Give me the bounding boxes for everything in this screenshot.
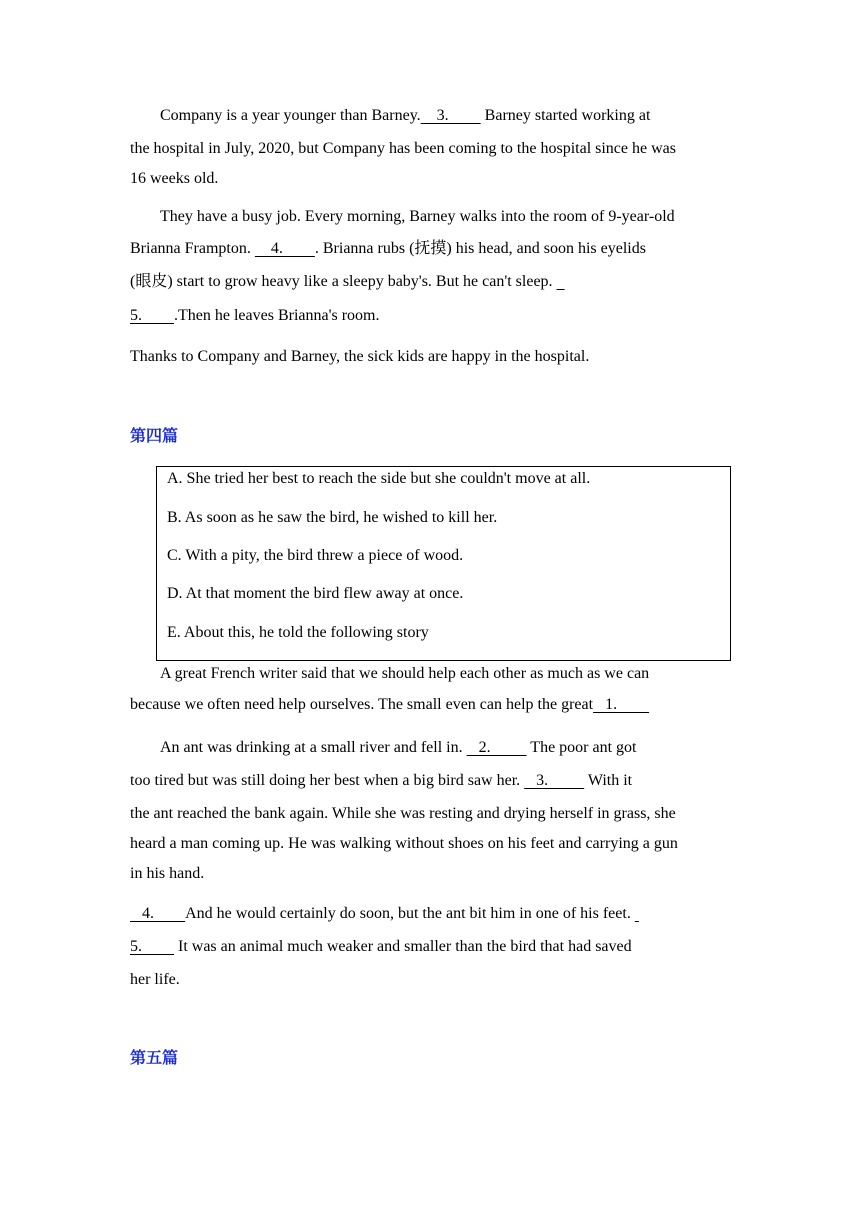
text: . Brianna rubs (抚摸) his head, and soon his eyelids <box>314 240 646 257</box>
answer-blank-4[interactable]: 4. <box>130 905 186 922</box>
answer-blank-5[interactable]: 5. <box>130 938 174 955</box>
answer-blank-1[interactable]: 1. <box>593 696 650 713</box>
answer-blank-5-start[interactable] <box>635 905 639 922</box>
passage3-p1-line1 <box>160 106 650 126</box>
option-d: D. At that moment the bird flew away at once. <box>167 585 464 602</box>
text: With it <box>584 772 633 789</box>
option-e: E. About this, he told the following story <box>167 624 429 641</box>
passage3-p2-line2 <box>130 239 646 259</box>
answer-blank-4[interactable]: 4. <box>254 240 315 257</box>
text: It was an animal much weaker and smaller than the bird that had saved <box>174 938 632 955</box>
option-a: A. She tried her best to reach the side but she couldn't move at all. <box>167 470 591 487</box>
text: An ant was drinking at a small river and fell in. <box>160 739 467 756</box>
section4-p1-line1: A great French writer said that we should help each other as much as we can <box>160 665 650 682</box>
section4-p2-line4: heard a man coming up. He was walking without shoes on his feet and carrying a gun <box>130 835 678 852</box>
answer-blank-3[interactable]: 3. <box>420 107 481 124</box>
option-c: C. With a pity, the bird threw a piece of wood. <box>167 547 464 564</box>
option-b: B. As soon as he saw the bird, he wished to kill her. <box>167 509 498 526</box>
section4-p2-line1 <box>160 738 637 758</box>
answer-blank-2[interactable]: 2. <box>466 739 527 756</box>
section4-p3-line3: her life. <box>130 971 180 988</box>
section4-p2-line5: in his hand. <box>130 865 205 882</box>
passage3-p1-line3: 16 weeks old. <box>130 170 219 187</box>
section-heading-4: 第四篇 <box>130 426 179 445</box>
section4-p2-line2 <box>130 771 632 791</box>
text: And he would certainly do soon, but the ant bit him in one of his feet. <box>185 905 635 922</box>
text: Company is a year younger than Barney. <box>160 107 421 124</box>
text: (眼皮) start to grow heavy like a sleepy baby's. But he can't sleep. <box>130 273 557 290</box>
text: .Then he leaves Brianna's room. <box>174 307 380 324</box>
passage3-p1-line2: the hospital in July, 2020, but Company has been coming to the hospital since he was <box>130 140 676 157</box>
section4-p3-line2 <box>130 937 632 957</box>
text: too tired but was still doing her best when a big bird saw her. <box>130 772 525 789</box>
text: Brianna Frampton. <box>130 240 255 257</box>
text: The poor ant got <box>526 739 637 756</box>
answer-blank-3[interactable]: 3. <box>524 772 585 789</box>
section4-p1-line2 <box>130 695 649 715</box>
text: Barney started working at <box>480 107 651 124</box>
passage3-p2-line1: They have a busy job. Every morning, Barney walks into the room of 9-year-old <box>160 208 675 225</box>
text: because we often need help ourselves. The small even can help the great <box>130 696 594 713</box>
passage3-p2-line3 <box>130 272 565 292</box>
section4-p2-line3: the ant reached the bank again. While she was resting and drying herself in grass, she <box>130 805 676 822</box>
section-heading-5: 第五篇 <box>130 1048 179 1067</box>
section4-p3-line1 <box>130 904 639 924</box>
passage3-p3: Thanks to Company and Barney, the sick kids are happy in the hospital. <box>130 348 590 365</box>
answer-blank-5-start[interactable] <box>557 273 565 290</box>
passage3-p2-line4 <box>130 306 379 326</box>
answer-blank-5[interactable]: 5. <box>130 307 174 324</box>
